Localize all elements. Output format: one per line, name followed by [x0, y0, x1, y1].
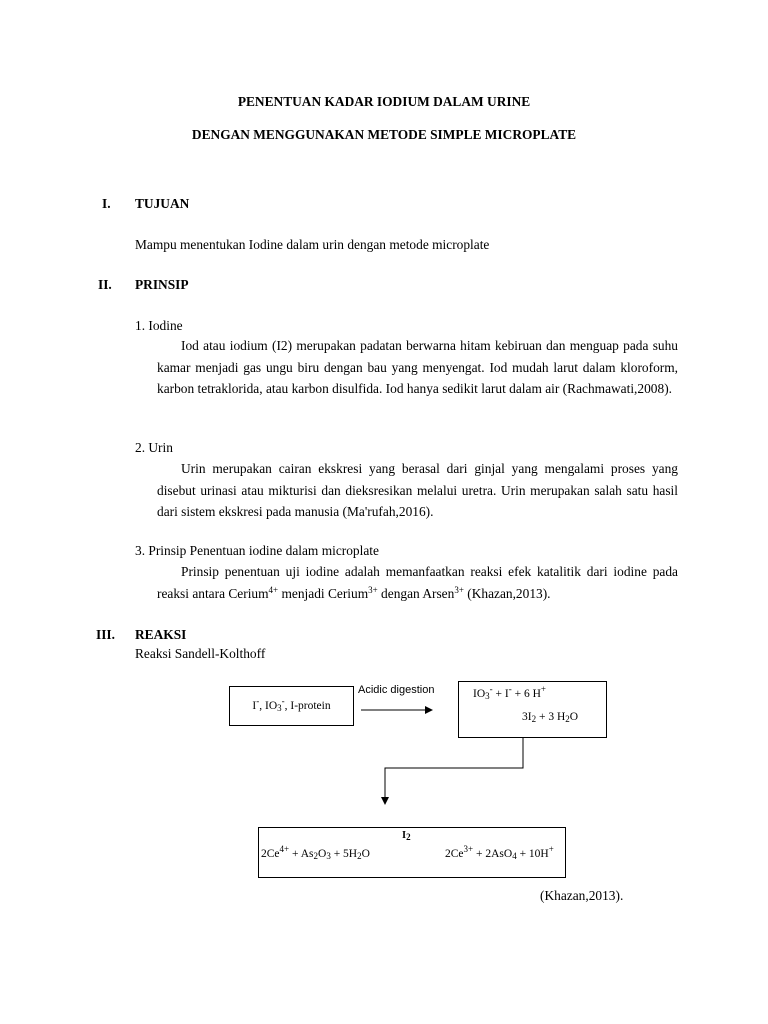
section-2-heading: PRINSIP [135, 277, 189, 292]
section-3-number: III. [96, 627, 115, 642]
section-3-subheading: Reaksi Sandell-Kolthoff [135, 646, 266, 661]
document-title-line1: PENENTUAN KADAR IODIUM DALAM URINE [237, 94, 531, 109]
reactant-box: I-, $IO_3^-$, I-protein [229, 686, 354, 726]
digestion-equation-line1: $IO_3^- + I^- + 6$ H+ [473, 684, 546, 701]
reaction-left-side: $2Ce^{4+} + As_2O_3 + 5H_2O$ [261, 844, 370, 861]
prinsip-item-1-title: 1. Iodine [135, 318, 183, 333]
section-1-heading: TUJUAN [135, 196, 190, 211]
section-3-heading: REAKSI [135, 627, 187, 642]
digestion-equation-line2: $3I_2 + 3$ $H_2O$ [522, 711, 579, 724]
connector-arrow [385, 737, 523, 804]
section-2-number: II. [98, 277, 112, 292]
document-title-line2: DENGAN MENGGUNAKAN METODE SIMPLE MICROPLATE [191, 127, 577, 142]
catalyst-label: $I_2$ [402, 830, 411, 842]
section-1-text: Mampu menentukan Iodine dalam urin dengan metode microplate [135, 237, 490, 252]
reaction-right-side: $2Ce^{3+} + 2AsO_4 + 10H^+$ [445, 844, 554, 861]
prinsip-item-3-title: 3. Prinsip Penentuan iodine dalam microplate [135, 543, 379, 558]
prinsip-item-2-text: Urin merupakan cairan ekskresi yang berasal dari ginjal yang mengalami proses yang disebut urinasi atau mikturisi dan dieksresikan melalui uretra. Urin merupakan salah satu hasil dari sistem ekskresi pada manusia (Ma'rufah,2016). [157, 461, 678, 519]
prinsip-item-2-title: 2. Urin [135, 440, 173, 455]
acidic-digestion-label: Acidic digestion [358, 684, 435, 696]
digestion-products-box [458, 681, 607, 738]
prinsip-item-3-text: Prinsip penentuan uji iodine adalah memanfaatkan reaksi efek katalitik dari iodine pada reaksi antara Cerium$^{4+}$ menjadi Cerium$^{3+}$ dengan Arsen$^{3+}$ (Khazan,2013). [157, 564, 678, 601]
prinsip-item-1-text: Iod atau iodium (I2) merupakan padatan berwarna hitam kebiruan dan menguap pada suhu kamar menjadi gas ungu biru dengan bau yang menyengat. Iod mudah larut dalam kloroform, karbon tetraklorida, atau karbon disulfida. Iod hanya sedikit larut dalam air (Rachmawati,2008). [157, 338, 678, 396]
sandell-kolthoff-box [258, 827, 566, 878]
section-1-number: I. [102, 196, 111, 211]
citation: (Khazan,2013). [540, 888, 624, 903]
